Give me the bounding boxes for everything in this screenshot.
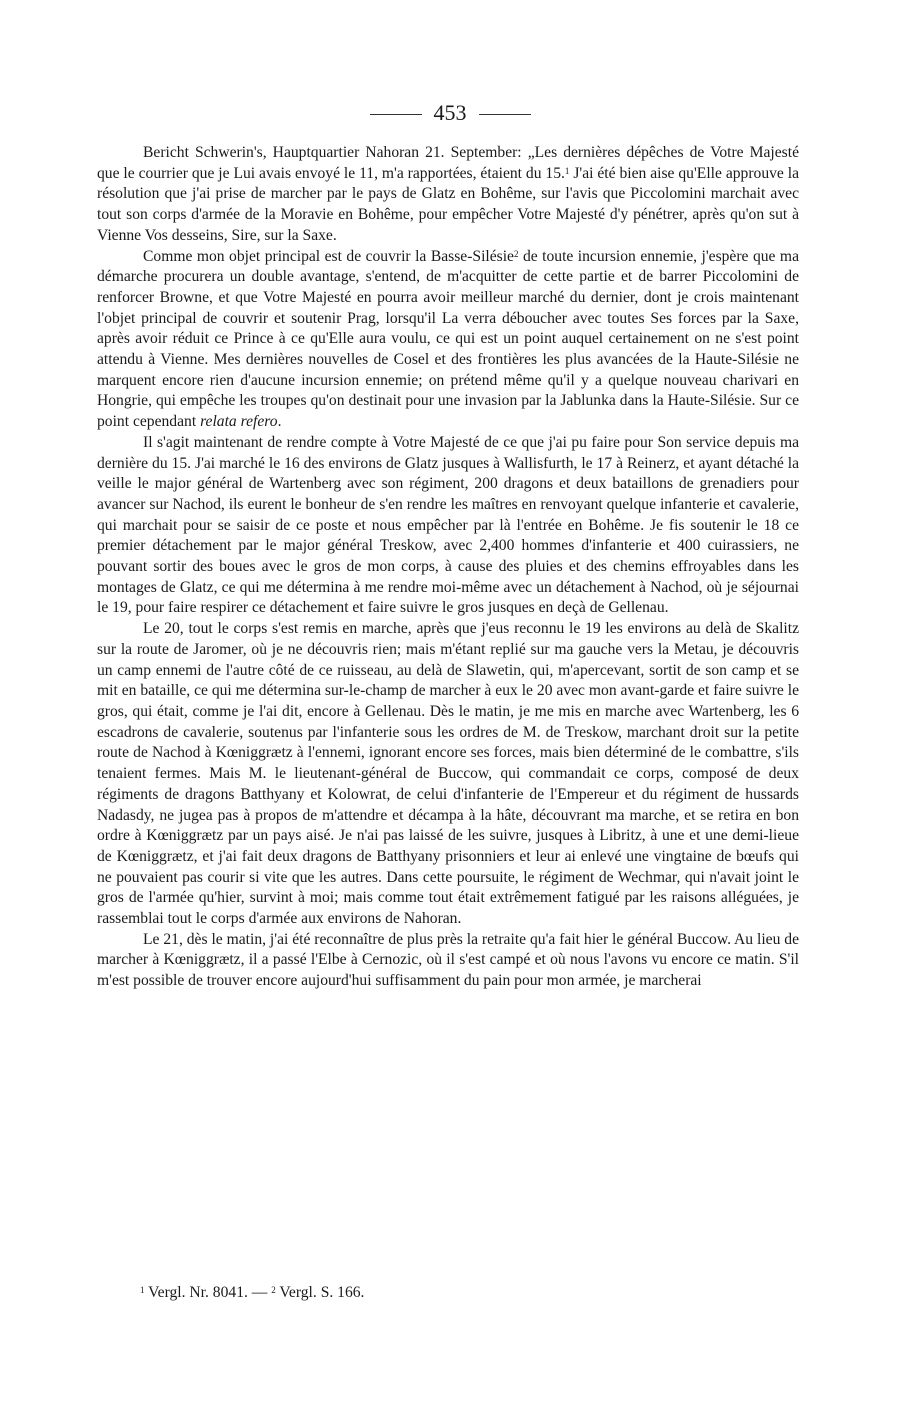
paragraph-1 (97, 143, 799, 247)
footnotes (140, 1283, 800, 1303)
paragraph-2 (97, 247, 799, 433)
footnote-ref-2: 2 (513, 248, 519, 259)
footnote-text-1: Vergl. Nr. 8041. — (144, 1284, 272, 1301)
header-rule-left (370, 114, 422, 115)
footnote-ref-1: 1 (564, 165, 570, 176)
paragraph-2-text-cont: de toute incursion ennemie, j'espère que ma démarche procurera un double avantage, s'entend, de m'acquitter de cette partie et de barrer Piccolomini de renforcer Browne, et que Votre Majesté en pourra avoir meilleur marché du dernier, dont je crois maintenant l'objet principal de couvrir et soutenir Prag, lorsqu'il La verra déboucher avec toutes Ses forces par la Saxe, après avoir réduit ce Prince à ce qu'Elle aura voulu, ce qui est un point auquel certainement on ne s'est point attendu à Vienne. Mes dernières nouvelles de Cosel et des frontières les plus avancées de la Haute-Silésie ne marquent encore rien d'aucune incursion ennemie; on prétend même qu'il y a quelque nouveau charivari en Hongrie, qui empêche les troupes qu'on destinait pour une invasion par la Jablunka dans la Haute-Silésie. Sur ce point cependant (97, 247, 799, 431)
italic-phrase: relata refero (200, 413, 278, 431)
footnote-marker-1: 1 (140, 1285, 145, 1295)
paragraph-2-text: Comme mon objet principal est de couvrir la Basse-Silésie (143, 247, 514, 265)
header-rule-right (479, 114, 531, 115)
paragraph-1-text-cont: J'ai été bien aise qu'Elle approuve la résolution que j'ai prise de marcher par le pays de Glatz en Bohême, sur l'avis que Piccolomini marchait avec tout son corps d'armée de la Moravie en Bohême, pour empêcher Votre Majesté d'y pénétrer, après qu'on sut à Vienne Vos desseins, Sire, sur la Saxe. (97, 164, 800, 244)
body-text (97, 143, 799, 992)
footnote-marker-2: 2 (271, 1285, 276, 1295)
page-header (0, 98, 900, 128)
paragraph-5-text: Le 21, dès le matin, j'ai été reconnaître de plus près la retraite qu'a fait hier le général Buccow. Au lieu de marcher à Kœniggrætz, il a passé l'Elbe à Cernozic, où il s'est campé et où nous l'avons vu encore ce matin. S'il m'est possible de trouver encore aujourd'hui suffisamment du pain pour mon armée, je marcherai (97, 930, 799, 990)
page-number: 453 (433, 100, 467, 125)
paragraph-4-text: Le 20, tout le corps s'est remis en marche, après que j'eus reconnu le 19 les environs au delà de Skalitz sur la route de Jaromer, où je ne découvris rien; mais m'étant replié sur ma gauche vers la Metau, je découvris un camp ennemi de l'autre côté de ce ruisseau, au delà de Slawetin, qui, m'apercevant, sortit de son camp et se mit en bataille, ce qui me détermina sur-le-champ de marcher à eux le 20 avec mon avant-garde et faire suivre le gros, qui était, comme je l'ai dit, encore à Gellenau. Dès le matin, je me mis en marche avec Wartenberg, les 6 escadrons de cavalerie, soutenus par l'infanterie sous les ordres de M. de Treskow, marchant droit sur la petite route de Nachod à Kœniggrætz à l'ennemi, ignorant encore ses forces, mais bien déterminé de le combattre, s'ils tenaient fermes. Mais M. le lieutenant-général de Buccow, qui commandait ce corps, composé de deux régiments de dragons Batthyany et Kolowrat, de celui d'infanterie de l'Empereur et du régiment de hussards Nadasdy, ne jugea pas à propos de m'attendre et décampa à la hâte, découvrant ma marche, et se retira en bon ordre à Kœniggrætz par un pays aisé. Je n'ai pas laissé de les suivre, jusques à Libritz, à une et une demi-lieue de Kœniggrætz, et j'ai fait deux dragons de Batthyany prisonniers et leur ai enlevé une vingtaine de bœufs qui ne pouvaient pas courir si vite que les autres. Dans cette poursuite, le régiment de Wechmar, qui n'avait joint le gros de l'armée qu'hier, survint à moi; mais comme tout était extrêmement fatigué par les raisons alléguées, je rassemblai tout le corps d'armée aux environs de Nahoran. (97, 620, 799, 928)
footnote-text-2: Vergl. S. 166. (275, 1284, 365, 1301)
paragraph-3 (97, 433, 799, 619)
paragraph-4 (97, 619, 799, 930)
paragraph-3-text: Il s'agit maintenant de rendre compte à Votre Majesté de ce que j'ai pu faire pour Son service depuis ma dernière du 15. J'ai marché le 16 des environs de Glatz jusques à Wallisfurth, le 17 à Reinerz, et ayant détaché la veille le major général de Wartenberg avec son régiment, 200 dragons et deux bataillons de grenadiers pour avancer sur Nachod, ils eurent le bonheur de s'en rendre les maîtres en renvoyant quelque infanterie et cavalerie, qui marchait pour se saisir de ce poste et nous empêcher par là l'entrée en Bohême. Je fis soutenir le 18 ce premier détachement par le major général Treskow, avec 2,400 hommes d'infanterie et 400 cuirassiers, ne pouvant sortir des boues avec le gros de mon corps, à cause des pluies et des chemins effroyables dans les montages de Glatz, ce qui me détermina à me rendre moi-même avec un détachement à Nachod, où je séjournai le 19, pour faire respirer ce détachement et faire suivre le gros jusques en deçà de Gellenau. (97, 433, 799, 617)
paragraph-1-text: Bericht Schwerin's, Hauptquartier Nahoran 21. September: „Les dernières dépêches de Votre Majesté que le courrier que je Lui avais envoyé le 11, m'a rapportées, étaient du 15. (97, 144, 799, 182)
paragraph-5 (97, 930, 799, 992)
paragraph-2-tail: . (277, 413, 282, 431)
